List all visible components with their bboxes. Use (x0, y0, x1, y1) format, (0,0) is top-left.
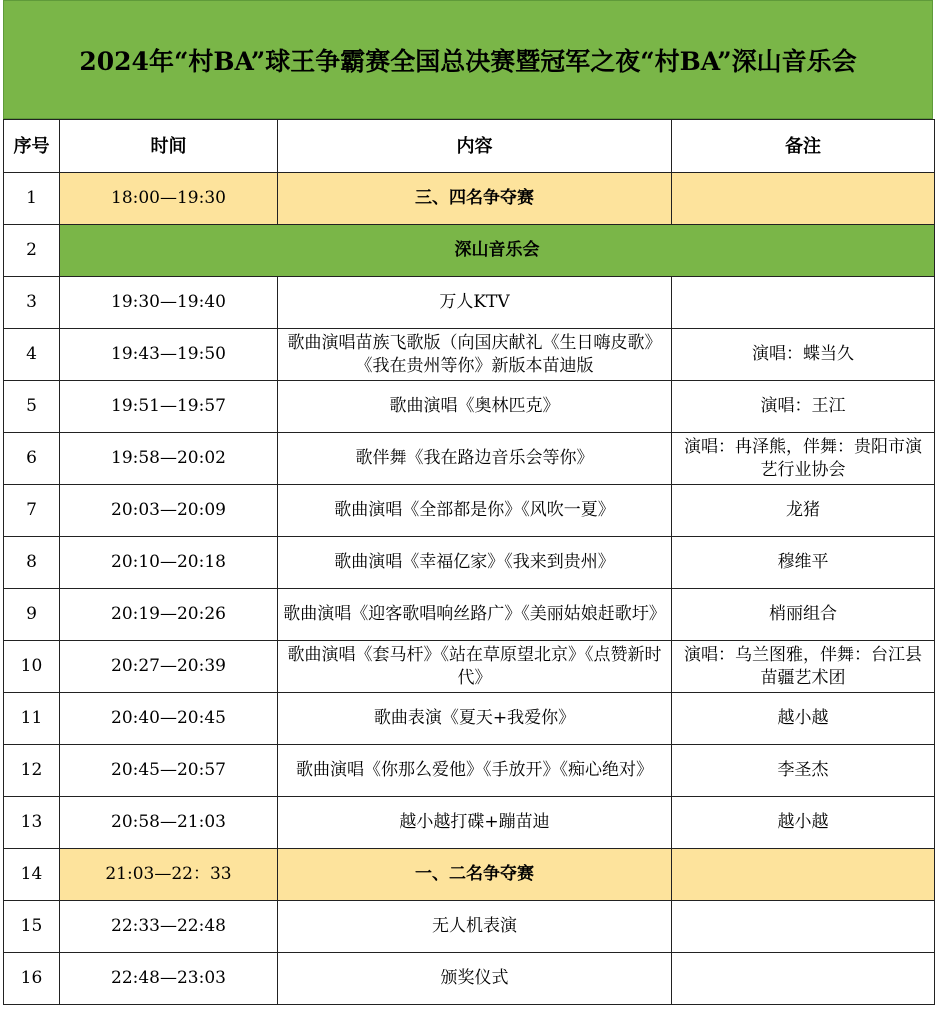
row-content: 颁奖仪式 (278, 953, 672, 1005)
row-seq: 16 (4, 953, 60, 1005)
row-note (672, 953, 935, 1005)
row-seq: 12 (4, 745, 60, 797)
table-row (4, 901, 935, 953)
row-time: 20:19—20:26 (60, 589, 278, 641)
row-note (672, 901, 935, 953)
row-seq: 1 (4, 173, 60, 225)
row-content: 歌曲演唱《奥林匹克》 (278, 381, 672, 433)
row-seq: 3 (4, 277, 60, 329)
header-note: 备注 (672, 120, 935, 173)
table-row (4, 225, 935, 277)
row-content: 一、二名争夺赛 (278, 849, 672, 901)
header-seq: 序号 (4, 120, 60, 173)
header-time: 时间 (60, 120, 278, 173)
table-row (4, 797, 935, 849)
table-row (4, 277, 935, 329)
row-note: 龙猪 (672, 485, 935, 537)
row-time: 22:33—22:48 (60, 901, 278, 953)
row-time: 22:48—23:03 (60, 953, 278, 1005)
row-content: 歌曲演唱《你那么爱他》《手放开》《痴心绝对》 (278, 745, 672, 797)
row-note (672, 849, 935, 901)
header-content: 内容 (278, 120, 672, 173)
header-row (4, 120, 935, 173)
row-note: 越小越 (672, 693, 935, 745)
table-row (4, 641, 935, 693)
row-note: 演唱：乌兰图雅，伴舞：台江县苗疆艺术团 (672, 641, 935, 693)
row-seq: 7 (4, 485, 60, 537)
row-seq: 5 (4, 381, 60, 433)
row-seq: 13 (4, 797, 60, 849)
row-content: 万人KTV (278, 277, 672, 329)
row-note: 越小越 (672, 797, 935, 849)
row-content: 歌伴舞《我在路边音乐会等你》 (278, 433, 672, 485)
schedule-table (3, 119, 935, 1005)
row-note: 李圣杰 (672, 745, 935, 797)
row-seq: 9 (4, 589, 60, 641)
row-note: 演唱：王江 (672, 381, 935, 433)
table-row (4, 537, 935, 589)
row-time: 20:45—20:57 (60, 745, 278, 797)
row-time: 18:00—19:30 (60, 173, 278, 225)
row-content: 歌曲演唱《迎客歌唱响丝路广》《美丽姑娘赶歌圩》 (278, 589, 672, 641)
table-row (4, 485, 935, 537)
table-row (4, 433, 935, 485)
row-seq: 15 (4, 901, 60, 953)
row-time: 19:30—19:40 (60, 277, 278, 329)
row-time: 19:43—19:50 (60, 329, 278, 381)
row-content: 歌曲表演《夏天+我爱你》 (278, 693, 672, 745)
row-note (672, 277, 935, 329)
row-note (672, 173, 935, 225)
row-time: 19:58—20:02 (60, 433, 278, 485)
row-note: 演唱：蝶当久 (672, 329, 935, 381)
row-seq: 11 (4, 693, 60, 745)
table-row (4, 381, 935, 433)
row-seq: 14 (4, 849, 60, 901)
table-row (4, 589, 935, 641)
row-content: 无人机表演 (278, 901, 672, 953)
row-time: 20:10—20:18 (60, 537, 278, 589)
table-row (4, 953, 935, 1005)
row-content: 歌曲演唱《套马杆》《站在草原望北京》《点赞新时代》 (278, 641, 672, 693)
row-note: 演唱：冉泽熊，伴舞：贵阳市演艺行业协会 (672, 433, 935, 485)
table-row (4, 693, 935, 745)
row-time: 20:58—21:03 (60, 797, 278, 849)
row-time: 21:03—22：33 (60, 849, 278, 901)
title-banner (3, 0, 933, 119)
row-seq: 10 (4, 641, 60, 693)
row-seq: 4 (4, 329, 60, 381)
row-seq: 2 (4, 225, 60, 277)
row-seq: 8 (4, 537, 60, 589)
table-row (4, 173, 935, 225)
table-row (4, 329, 935, 381)
row-content: 歌曲演唱苗族飞歌版（向国庆献礼《生日嗨皮歌》《我在贵州等你》新版本苗迪版 (278, 329, 672, 381)
page-title: 2024年“村BA”球王争霸赛全国总决赛暨冠军之夜“村BA”深山音乐会 (79, 46, 857, 76)
row-seq: 6 (4, 433, 60, 485)
row-content: 歌曲演唱《全部都是你》《风吹一夏》 (278, 485, 672, 537)
row-note: 穆维平 (672, 537, 935, 589)
table-row (4, 745, 935, 797)
row-section-label: 深山音乐会 (60, 225, 935, 277)
row-content: 三、四名争夺赛 (278, 173, 672, 225)
row-time: 20:40—20:45 (60, 693, 278, 745)
row-content: 越小越打碟+蹦苗迪 (278, 797, 672, 849)
row-content: 歌曲演唱《幸福亿家》《我来到贵州》 (278, 537, 672, 589)
row-note: 梢丽组合 (672, 589, 935, 641)
row-time: 20:03—20:09 (60, 485, 278, 537)
row-time: 20:27—20:39 (60, 641, 278, 693)
row-time: 19:51—19:57 (60, 381, 278, 433)
table-row (4, 849, 935, 901)
